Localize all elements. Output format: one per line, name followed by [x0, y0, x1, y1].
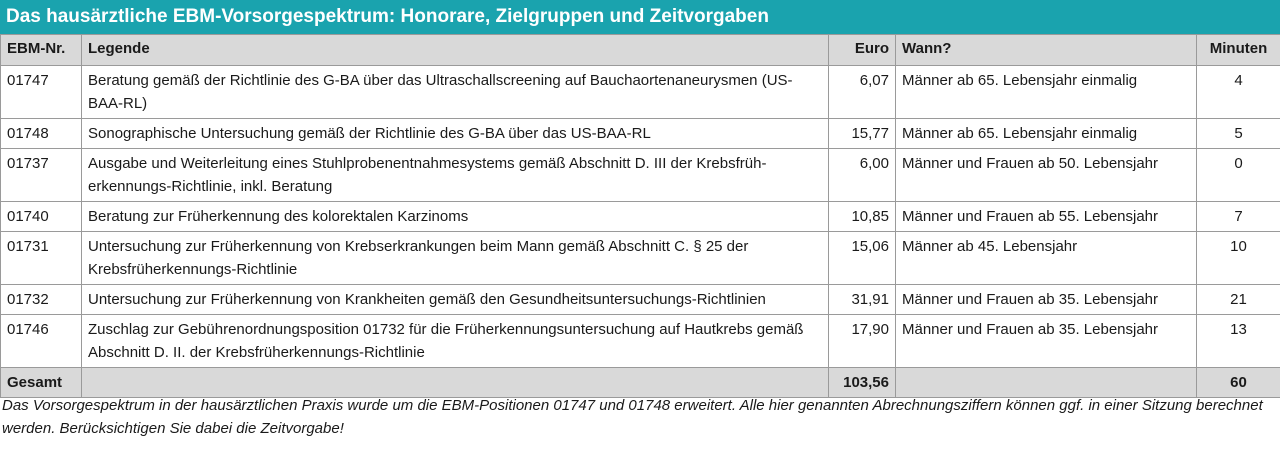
cell-code: 01746 — [1, 315, 82, 368]
cell-legend: Untersuchung zur Früherkennung von Krankheiten gemäß den Gesundheitsuntersuchungs-Richtlinien — [82, 285, 829, 315]
cell-when: Männer ab 65. Lebensjahr einmalig — [896, 119, 1197, 149]
cell-code: 01740 — [1, 202, 82, 232]
cell-code: 01731 — [1, 232, 82, 285]
cell-minutes: 10 — [1197, 232, 1280, 285]
header-code: EBM-Nr. — [1, 35, 82, 66]
header-euro: Euro — [829, 35, 896, 66]
cell-legend: Sonographische Untersuchung gemäß der Richtlinie des G-BA über das US-BAA-RL — [82, 119, 829, 149]
table-row — [1, 149, 1280, 202]
cell-code: 01732 — [1, 285, 82, 315]
total-when-empty — [896, 368, 1197, 398]
cell-legend: Beratung zur Früherkennung des kolorektalen Karzinoms — [82, 202, 829, 232]
ebm-table — [0, 34, 1280, 398]
table-header-row — [1, 35, 1280, 66]
cell-legend: Ausgabe und Weiterleitung eines Stuhlprobenentnahmesystems gemäß Abschnitt D. III der Krebsfrüherkennungs-Richtlinie, inkl. Beratung — [82, 149, 829, 202]
cell-legend: Beratung gemäß der Richtlinie des G-BA über das Ultraschallscreening auf Bauchaortenaneurysmen (US-BAA-RL) — [82, 66, 829, 119]
cell-minutes: 21 — [1197, 285, 1280, 315]
total-euro: 103,56 — [829, 368, 896, 398]
header-when: Wann? — [896, 35, 1197, 66]
cell-code: 01747 — [1, 66, 82, 119]
cell-code: 01748 — [1, 119, 82, 149]
table-title: Das hausärztliche EBM-Vorsorgespektrum: Honorare, Zielgruppen und Zeitvorgaben — [0, 0, 1280, 34]
cell-minutes: 0 — [1197, 149, 1280, 202]
table-row — [1, 315, 1280, 368]
cell-when: Männer ab 45. Lebensjahr — [896, 232, 1197, 285]
header-legend: Legende — [82, 35, 829, 66]
table-row — [1, 119, 1280, 149]
total-legend-empty — [82, 368, 829, 398]
cell-minutes: 7 — [1197, 202, 1280, 232]
cell-minutes: 4 — [1197, 66, 1280, 119]
cell-legend: Untersuchung zur Früherkennung von Krebserkrankungen beim Mann gemäß Abschnitt C. § 25 der Krebsfrüherkennungs-Richtlinie — [82, 232, 829, 285]
cell-when: Männer ab 65. Lebensjahr einmalig — [896, 66, 1197, 119]
cell-euro: 15,77 — [829, 119, 896, 149]
cell-when: Männer und Frauen ab 55. Lebensjahr — [896, 202, 1197, 232]
table-row — [1, 202, 1280, 232]
cell-code: 01737 — [1, 149, 82, 202]
table-caption: Das Vorsorgespektrum in der hausärztlichen Praxis wurde um die EBM-Positionen 01747 und 01748 erweitert. Alle hier genannten Abrechnungsziffern können ggf. in einer Sitzung berechnet werden. Berücksichtigen Sie dabei die Zeitvorgabe! — [2, 397, 1263, 437]
cell-euro: 15,06 — [829, 232, 896, 285]
cell-euro: 6,07 — [829, 66, 896, 119]
cell-euro: 6,00 — [829, 149, 896, 202]
total-minutes: 60 — [1197, 368, 1280, 398]
total-label: Gesamt — [1, 368, 82, 398]
table-row — [1, 232, 1280, 285]
total-row — [1, 368, 1280, 398]
cell-minutes: 13 — [1197, 315, 1280, 368]
cell-euro: 10,85 — [829, 202, 896, 232]
cell-euro: 17,90 — [829, 315, 896, 368]
header-minutes: Minuten — [1197, 35, 1280, 66]
cell-minutes: 5 — [1197, 119, 1280, 149]
cell-legend: Zuschlag zur Gebührenordnungsposition 01732 für die Früherkennungsuntersuchung auf Hautkrebs gemäß Abschnitt D. II. der Krebsfrüherkennungs-Richtlinie — [82, 315, 829, 368]
cell-euro: 31,91 — [829, 285, 896, 315]
cell-when: Männer und Frauen ab 50. Lebensjahr — [896, 149, 1197, 202]
cell-when: Männer und Frauen ab 35. Lebensjahr — [896, 285, 1197, 315]
table-row — [1, 66, 1280, 119]
table-row — [1, 285, 1280, 315]
cell-when: Männer und Frauen ab 35. Lebensjahr — [896, 315, 1197, 368]
